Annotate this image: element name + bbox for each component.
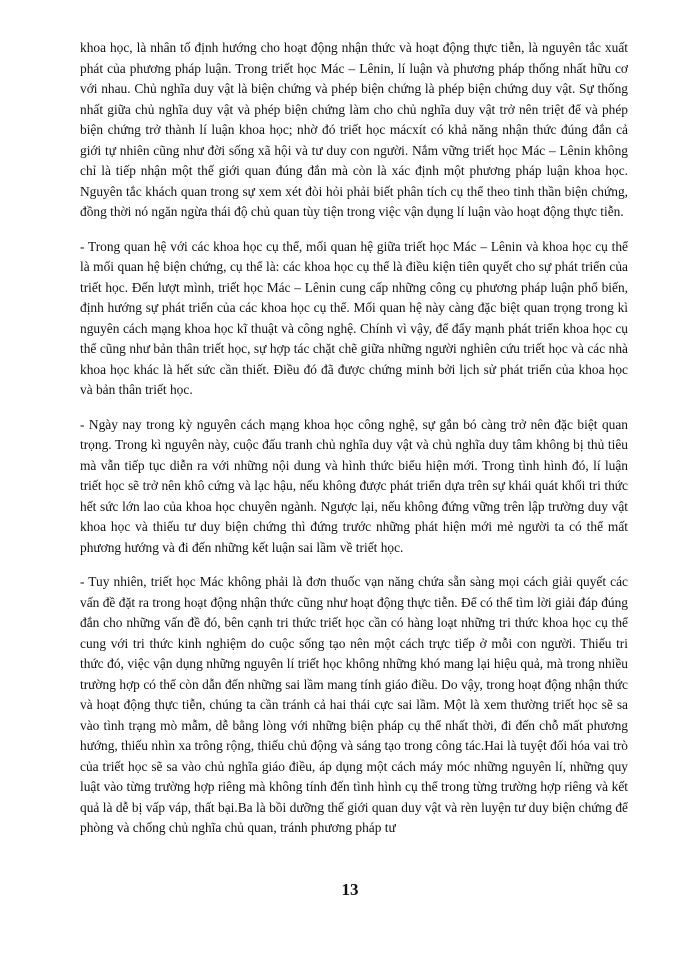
paragraph-3: - Ngày nay trong kỳ nguyên cách mạng khoa học công nghệ, sự gắn bó càng trở nên đặc biệt quan trọng. Trong kì nguyên này, cuộc đấu tranh chủ nghĩa duy vật và chủ nghĩa duy tâm không bị thủ tiêu mà vẫn tiếp tục diễn ra với những nội dung và hình thức biểu hiện mới. Trong tình hình đó, lí luận triết học sẽ trở nên khô cứng và lạc hậu, nếu không được phát triển dựa trên sự khái quát khối tri thức hết sức lớn lao của khoa học chuyên ngành. Ngược lại, nếu không đứng vững trên lập trường duy vật khoa học và thiếu tư duy biện chứng thì đứng trước những phát hiện mới mẻ người ta có thể mất phương hướng và đi đến những kết luận sai lầm về triết học. [80,416,628,555]
paragraph-1: khoa học, là nhân tố định hướng cho hoạt động nhận thức và hoạt động thực tiễn, là nguyên tắc xuất phát của phương pháp luận. Trong triết học Mác – Lênin, lí luận và phương pháp thống nhất hữu cơ với nhau. Chủ nghĩa duy vật là biện chứng và phép biện chứng là phép biện chứng duy vật. Sự thống nhất giữa chủ nghĩa duy vật và phép biện chứng làm cho chủ nghĩa duy vật trở nên triệt để và phép biện chứng trở thành lí luận khoa học; nhờ đó triết học mácxít có khả năng nhận thức đúng đắn cả giới tự nhiên cũng như đời sống xã hội và tư duy con người. Nắm vững triết học Mác – Lênin không chỉ là tiếp nhận một thế giới quan đúng đắn mà còn là xác định một phương pháp luận khoa học. Nguyên tắc khách quan trong sự xem xét đòi hỏi phải biết phân tích cụ thể theo tinh thần biện chứng, đồng thời nó ngăn ngừa thái độ chủ quan tùy tiện trong việc vận dụng lí luận vào hoạt động thực tiễn. [80,40,628,219]
paragraph-4: - Tuy nhiên, triết học Mác không phải là đơn thuốc vạn năng chứa sẵn sàng mọi cách giải quyết các vấn đề đặt ra trong hoạt động nhận thức cũng như hoạt động thực tiễn. Để có thể tìm lời giải đáp đúng đắn cho những vấn đề đó, bên cạnh tri thức triết học cần có hàng loạt những tri thức khoa học cụ thể cung với tri thức kinh nghiệm do cuộc sống tạo nên một cách trực tiếp ở mỗi con người. Thiếu tri thức đó, việc vận dụng những nguyên lí triết học không những khó mang lại hiệu quả, mà trong nhiều trường hợp có thể còn dẫn đến những sai lầm mang tính giáo điều. Do vậy, trong hoạt động nhận thức và hoạt động thực tiễn, chúng ta cần tránh cả hai thái cực sai lầm. Một là xem thường triết học sẽ sa vào tình trạng mò mẫm, dễ bằng lòng với những biện pháp cụ thể nhất thời, đi đến chỗ mất phương hướng, thiếu nhìn xa trông rộng, thiếu chủ động và sáng tạo trong công tác.Hai là tuyệt đối hóa vai trò của triết học sẽ sa vào chủ nghĩa giáo điều, áp dụng một cách máy móc những nguyên lí, những quy luật vào từng trường hợp riêng mà không tính đến tình hình cụ thể trong từng trường hợp riêng và kết quả là dễ bị vấp váp, thất bại.Ba là bồi dưỡng thế giới quan duy vật và rèn luyện tư duy biện chứng để phòng và chống chủ nghĩa chủ quan, tránh phương pháp tư [80,574,628,835]
paragraph-2: - Trong quan hệ với các khoa học cụ thể, mối quan hệ giữa triết học Mác – Lênin và khoa học cụ thể là mối quan hệ biện chứng, cụ thể là: các khoa học cụ thể là điều kiện tiên quyết cho sự phát triển của triết học. Đến lượt mình, triết học Mác – Lênin cung cấp những công cụ phương pháp luận phổ biến, định hướng sự phát triển của các khoa học cụ thể. Mối quan hệ này càng đặc biệt quan trọng trong kì nguyên cách mạng khoa học kĩ thuật và công nghệ. Chính vì vậy, để đẩy mạnh phát triển khoa học cụ thể cũng như bản thân triết học, sự hợp tác chặt chẽ giữa những người nghiên cứu triết học và các nhà khoa học khác là hết sức cần thiết. Điều đó đã được chứng minh bởi lịch sử phát triển của khoa học và bản thân triết học. [80,238,628,397]
page-number: 13 [341,880,359,899]
document-body [80,38,628,853]
